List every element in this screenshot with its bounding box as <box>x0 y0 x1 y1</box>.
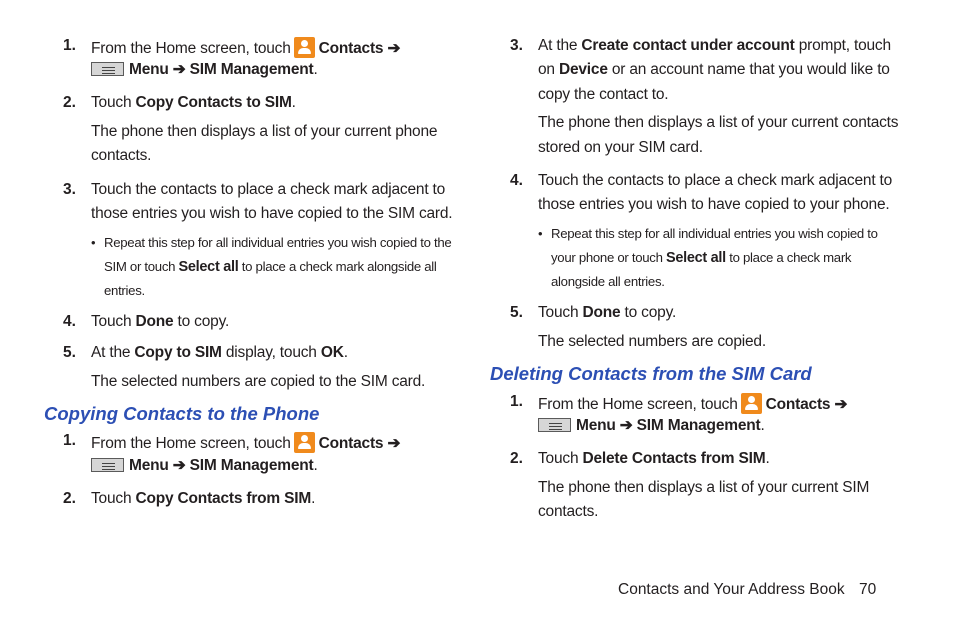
step-note: stored on your SIM card. <box>538 139 703 156</box>
step-note: The phone then displays a list of your current contacts <box>538 114 899 131</box>
step-number: 2. <box>63 94 76 111</box>
step-text: From the Home screen, touch Contacts ➔ <box>91 37 400 58</box>
step-text: Touch Copy Contacts to SIM. <box>91 94 296 111</box>
step-number: 5. <box>63 344 76 361</box>
bullet-text: Repeat this step for all individual entries you wish copied to <box>551 226 878 241</box>
menu-icon <box>91 62 124 76</box>
menu-icon <box>538 418 571 432</box>
step-number: 4. <box>510 172 523 189</box>
step-number: 4. <box>63 313 76 330</box>
contacts-icon <box>741 393 762 414</box>
step-note: The phone then displays a list of your current SIM <box>538 479 870 496</box>
step-note: The phone then displays a list of your current phone <box>91 123 438 140</box>
contacts-icon <box>294 37 315 58</box>
step-text: Touch Done to copy. <box>538 304 677 321</box>
step-text: on Device or an account name that you would like to <box>538 61 890 78</box>
bullet-mark: • <box>538 226 543 241</box>
step-note: contacts. <box>538 503 599 520</box>
bullet-text: your phone or touch Select all to place a check mark <box>551 250 852 266</box>
step-text: Touch Done to copy. <box>91 313 230 330</box>
step-text: Touch the contacts to place a check mark adjacent to <box>91 181 446 198</box>
step-text: At the Create contact under account prompt, touch <box>538 37 891 54</box>
step-text: Touch Copy Contacts from SIM. <box>91 490 316 507</box>
step-note: The selected numbers are copied to the SIM card. <box>91 373 426 390</box>
menu-icon <box>91 458 124 472</box>
step-text: Touch the contacts to place a check mark adjacent to <box>538 172 893 189</box>
bullet-text: Repeat this step for all individual entries you wish copied to the <box>104 235 452 250</box>
step-text: Touch Delete Contacts from SIM. <box>538 450 770 467</box>
step-number: 5. <box>510 304 523 321</box>
step-number: 1. <box>63 37 76 54</box>
footer-section-title: Contacts and Your Address Book <box>618 581 845 598</box>
step-text: those entries you wish to have copied to the SIM card. <box>91 205 453 222</box>
step-note: The selected numbers are copied. <box>538 333 766 350</box>
step-text: From the Home screen, touch Contacts ➔ <box>91 432 400 453</box>
step-text: Menu ➔ SIM Management. <box>91 457 318 475</box>
page-number: 70 <box>859 581 877 598</box>
step-number: 2. <box>63 490 76 507</box>
bullet-text: SIM or touch Select all to place a check mark alongside all <box>104 259 437 275</box>
step-number: 1. <box>510 393 523 410</box>
bullet-text: entries. <box>104 283 145 298</box>
step-number: 3. <box>510 37 523 54</box>
section-heading: Copying Contacts to the Phone <box>44 403 320 424</box>
bullet-text: alongside all entries. <box>551 274 665 289</box>
step-text: Menu ➔ SIM Management. <box>538 417 765 435</box>
step-text: At the Copy to SIM display, touch OK. <box>91 344 348 361</box>
step-text: Menu ➔ SIM Management. <box>91 61 318 79</box>
step-text: copy the contact to. <box>538 86 669 103</box>
step-text: those entries you wish to have copied to your phone. <box>538 196 890 213</box>
step-number: 3. <box>63 181 76 198</box>
step-number: 1. <box>63 432 76 449</box>
contacts-icon <box>294 432 315 453</box>
section-heading: Deleting Contacts from the SIM Card <box>490 363 812 384</box>
step-note: contacts. <box>91 147 152 164</box>
step-text: From the Home screen, touch Contacts ➔ <box>538 393 847 414</box>
bullet-mark: • <box>91 235 96 250</box>
step-number: 2. <box>510 450 523 467</box>
